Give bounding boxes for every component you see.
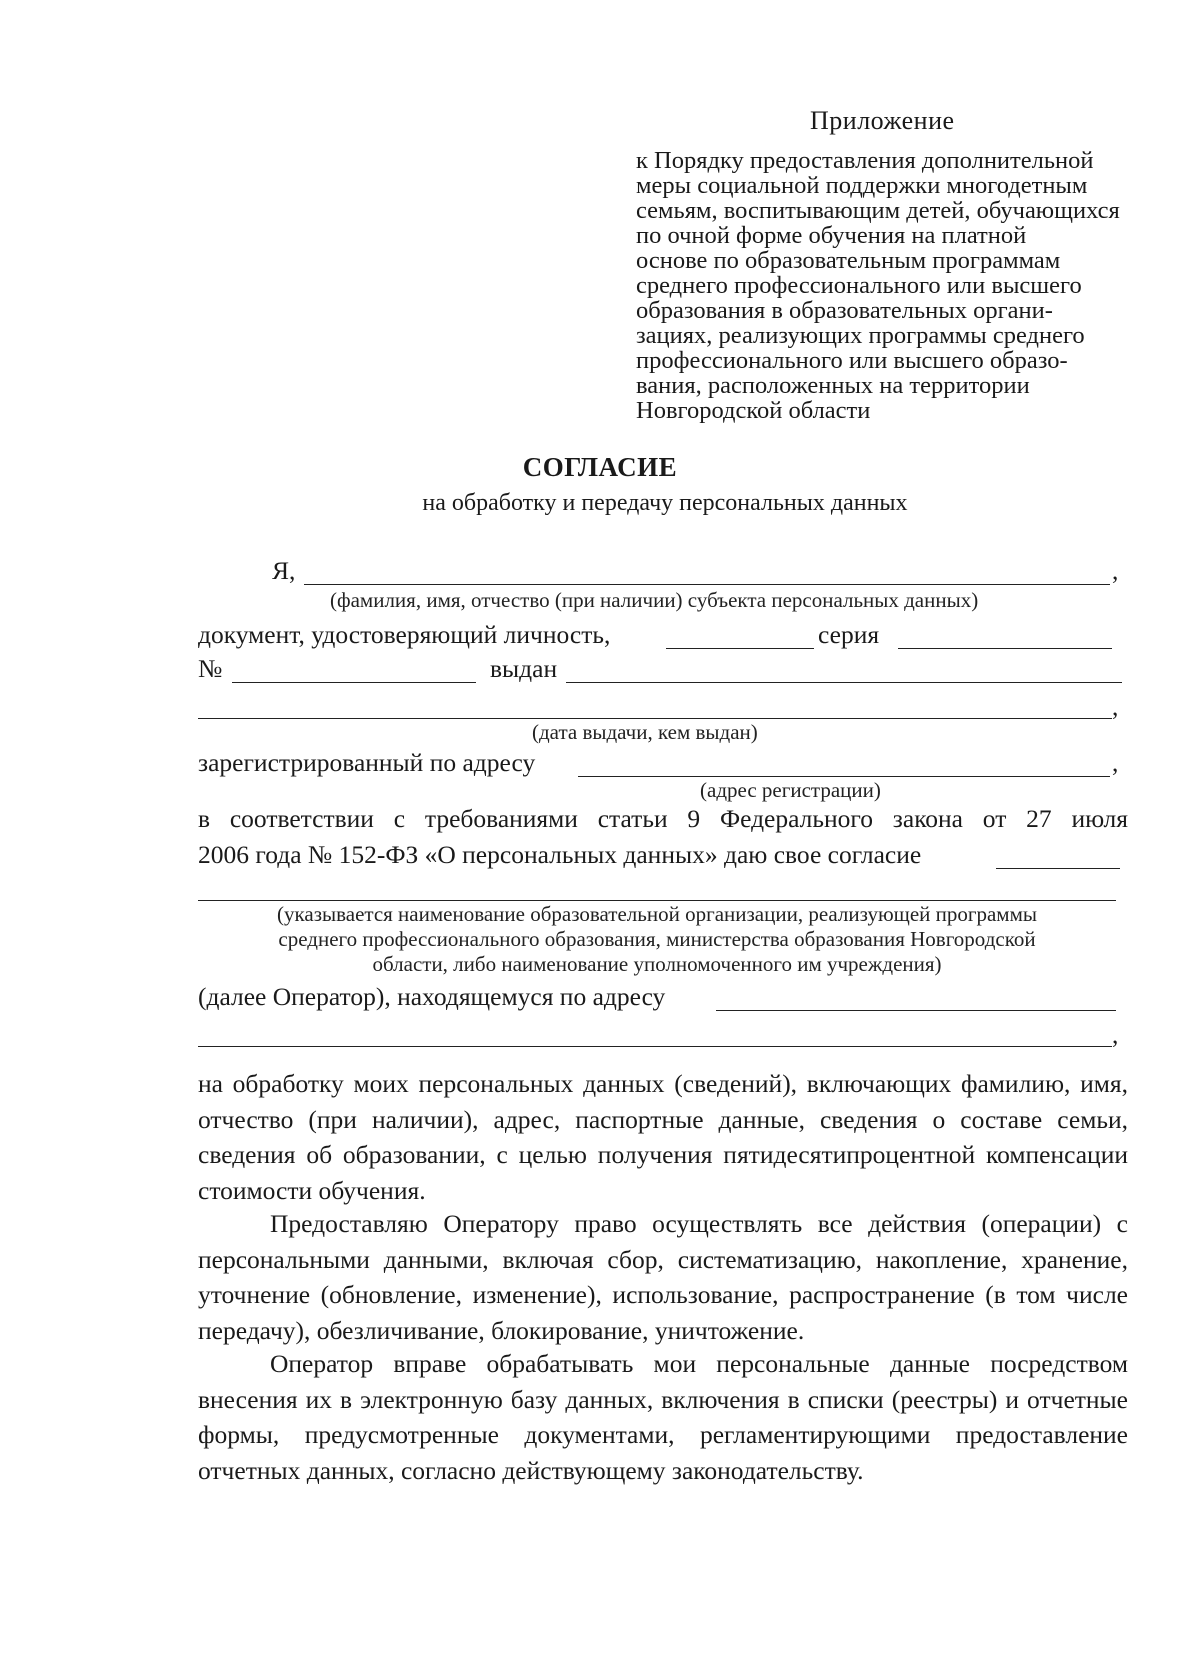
consent-org-field[interactable]	[996, 868, 1120, 869]
issued-field[interactable]	[566, 682, 1122, 683]
appendix-line: образования в образовательных органи-	[636, 297, 1053, 324]
appendix-line: по очной форме обучения на платной	[636, 222, 1027, 249]
issue-caption: (дата выдачи, кем выдан)	[532, 720, 758, 744]
address-caption: (адрес регистрации)	[700, 778, 881, 802]
series-label: серия	[818, 620, 880, 649]
document-type-field[interactable]	[666, 648, 814, 649]
law-line-2: 2006 года № 152-ФЗ «О персональных данных» даю свое согласие	[198, 840, 922, 869]
comma: ,	[1112, 748, 1119, 777]
appendix-line: основе по образовательным программам	[636, 247, 1061, 274]
comma: ,	[1112, 556, 1119, 585]
operator-paragraph: Оператор вправе обрабатывать мои персональные данные посредством внесения их в электронную базу данных, включения в списки (реестры) и отчетные формы, предусмотренные документами, регламентирующими предоставление отчетных данных, согласно действующему законодательству.	[198, 1349, 1128, 1485]
document-label: документ, удостоверяющий личность,	[198, 620, 611, 649]
appendix-line: зациях, реализующих программы среднего	[636, 322, 1085, 349]
organization-caption-line: (указывается наименование образовательной организации, реализующей программы	[277, 902, 1037, 926]
appendix-line: профессионального или высшего образо-	[636, 347, 1068, 374]
comma: ,	[1112, 692, 1119, 721]
i-label: Я,	[272, 556, 296, 585]
comma: ,	[1112, 1020, 1119, 1049]
issued-field-continued[interactable]	[198, 718, 1112, 719]
appendix-line: Новгородской области	[636, 397, 871, 424]
appendix-title: Приложение	[810, 106, 955, 135]
appendix-line: семьям, воспитывающим детей, обучающихся	[636, 197, 1120, 224]
fio-caption: (фамилия, имя, отчество (при наличии) субъекта персональных данных)	[330, 588, 979, 612]
appendix-line: вания, расположенных на территории	[636, 372, 1030, 399]
appendix-line: к Порядку предоставления дополнительной	[636, 147, 1094, 174]
appendix-text	[636, 148, 1120, 423]
rights-paragraph: Предоставляю Оператору право осуществлять все действия (операции) с персональными данными, включая сбор, систематизацию, накопление, хранение, уточнение (обновление, изменение), использование, распространение (в том числе передачу), обезличивание, блокирование, уничтожение.	[198, 1209, 1128, 1345]
registration-address-field[interactable]	[578, 776, 1110, 777]
issued-label: выдан	[490, 654, 558, 683]
document-subtitle: на обработку и передачу персональных данных	[422, 490, 908, 516]
consent-paragraph: на обработку моих персональных данных (сведений), включающих фамилию, имя, отчество (при наличии), адрес, паспортные данные, сведения о составе семьи, сведения об образовании, с целью получения пятидесятипроцентной компенсации стоимости обучения.	[198, 1069, 1128, 1205]
operator-label: (далее Оператор), находящемуся по адресу	[198, 982, 666, 1011]
fio-field[interactable]	[304, 584, 1110, 585]
operator-address-field[interactable]	[716, 1010, 1116, 1011]
organization-caption-line: области, либо наименование уполномоченного им учреждения)	[372, 952, 942, 976]
operator-address-field-continued[interactable]	[198, 1046, 1112, 1047]
law-line-1: в соответствии с требованиями статьи 9 Федерального закона от 27 июля	[198, 804, 1128, 833]
appendix-line: меры социальной поддержки многодетным	[636, 172, 1088, 199]
document-title: СОГЛАСИЕ	[522, 452, 678, 482]
organization-caption	[198, 902, 1116, 977]
organization-field[interactable]	[198, 900, 1116, 901]
registered-label: зарегистрированный по адресу	[198, 748, 536, 777]
series-field[interactable]	[898, 648, 1112, 649]
appendix-line: среднего профессионального или высшего	[636, 272, 1082, 299]
number-field[interactable]	[232, 682, 476, 683]
organization-caption-line: среднего профессионального образования, министерства образования Новгородской	[278, 927, 1036, 951]
number-label: №	[198, 654, 223, 683]
